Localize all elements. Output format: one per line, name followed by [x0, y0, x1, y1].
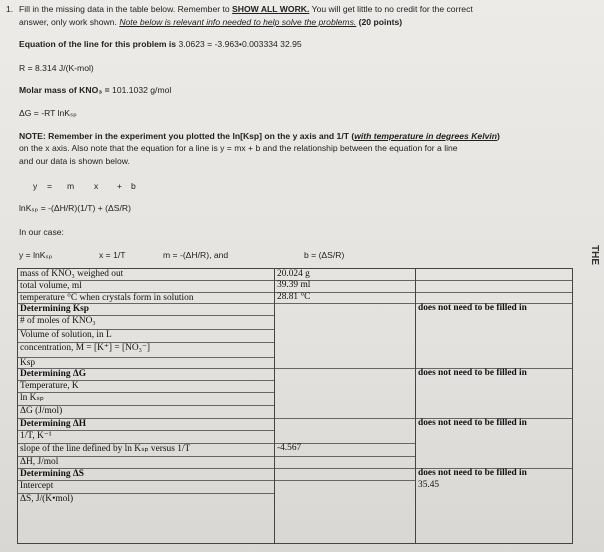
- slope-value: -4.567: [277, 443, 302, 453]
- table-row: total volume, ml: [18, 280, 274, 292]
- m-definition: m = -(ΔH/R), and: [163, 250, 229, 260]
- no-fill-note-ksp: does not need to be filled in: [418, 303, 527, 313]
- note-text: NOTE: Remember in the experiment you plotted the ln[Ksp] on the y axis and 1/T (: [19, 131, 355, 141]
- kelvin-note: with temperature in degrees Kelvin: [354, 131, 497, 141]
- equation-label: Equation of the line for this problem is: [19, 39, 177, 49]
- eq-m: m: [67, 181, 75, 191]
- equation-line: [19, 39, 302, 50]
- table-note-column: [416, 269, 572, 543]
- table-row-heading: Determining ΔS: [18, 468, 274, 480]
- table-row: concentration, M = [K⁺] = [NO₃⁻]: [18, 342, 274, 354]
- row-divider: [275, 480, 415, 481]
- table-row: # of moles of KNO₃: [18, 315, 274, 327]
- table-row-heading: Determining Ksp: [18, 303, 274, 315]
- note-paren: ): [497, 131, 500, 141]
- table-row: Intercept: [18, 480, 274, 492]
- gas-constant: R = 8.314 J/(K-mol): [19, 63, 94, 73]
- table-row: ΔG (J/mol): [18, 405, 274, 417]
- in-our-case-label: In our case:: [19, 227, 64, 237]
- instructions-text-2: answer, only work shown.: [19, 17, 120, 27]
- table-label-column: [18, 269, 275, 543]
- eq-y: y: [33, 181, 38, 191]
- eq-equals: =: [47, 181, 53, 191]
- data-table: [17, 268, 573, 544]
- note-line-1: [19, 131, 500, 142]
- note-line-2: on the x axis. Also note that the equation for a line is y = mx + b and the relationship between the equation for a line: [19, 143, 458, 153]
- volume-value: 39.39 ml: [277, 280, 311, 290]
- instructions-line-2: [19, 17, 402, 28]
- molar-mass-value: 101.1032 g/mol: [112, 85, 172, 95]
- show-all-work-text: SHOW ALL WORK.: [232, 4, 310, 14]
- table-row: 1/T, K⁻¹: [18, 430, 274, 442]
- temperature-value: 28.81 °C: [277, 292, 311, 302]
- table-row: Temperature, K: [18, 380, 274, 392]
- table-row: ΔH, J/mol: [18, 456, 274, 468]
- row-divider: [275, 303, 415, 304]
- instructions-text-end: You will get little to no credit for the correct: [309, 4, 473, 14]
- question-number: 1.: [6, 4, 14, 14]
- table-row: slope of the line defined by ln Kₛₚ versus 1/T: [18, 443, 274, 455]
- row-divider: [275, 456, 415, 457]
- table-row: Volume of solution, in L: [18, 329, 274, 341]
- row-divider: [275, 468, 415, 469]
- vant-hoff-equation: lnKₛₚ = -(ΔH/R)(1/T) + (ΔS/R): [19, 203, 131, 213]
- eq-x: x: [94, 181, 99, 191]
- molar-mass-line: [19, 85, 171, 96]
- table-row: ΔS, J/(K•mol): [18, 493, 274, 505]
- table-row-heading: Determining ΔG: [18, 368, 274, 380]
- relevant-info-note: Note below is relevant info needed to help solve the problems.: [119, 17, 357, 27]
- equation-value: 3.0623 = -3.963•0.003334 32.95: [178, 39, 302, 49]
- table-value-column: [275, 269, 416, 543]
- table-row: ln Kₛₚ: [18, 392, 274, 404]
- delta-g-formula: ΔG = -RT lnKₛₚ: [19, 108, 77, 118]
- molar-mass-label: Molar mass of KNO₃ =: [19, 85, 110, 95]
- row-divider: [416, 280, 572, 281]
- edge-heading: THE: [589, 245, 600, 265]
- table-row: Ksp: [18, 357, 274, 369]
- no-fill-note-dg: does not need to be filled in: [418, 368, 527, 378]
- eq-b: b: [131, 181, 136, 191]
- mass-value: 20.024 g: [277, 269, 310, 279]
- intercept-value: 35.45: [418, 480, 440, 490]
- row-divider: [275, 418, 415, 419]
- no-fill-note-dh: does not need to be filled in: [418, 418, 527, 428]
- no-fill-note-ds: does not need to be filled in: [418, 468, 527, 478]
- x-definition: x = 1/T: [99, 250, 126, 260]
- instructions-text: Fill in the missing data in the table below. Remember to: [19, 4, 233, 14]
- b-definition: b = (ΔS/R): [304, 250, 345, 260]
- row-divider: [416, 292, 572, 293]
- instructions-line-1: [19, 4, 473, 15]
- points-label: (20 points): [356, 17, 403, 27]
- table-row-heading: Determining ΔH: [18, 418, 274, 430]
- table-row: temperature °C when crystals form in solution: [18, 292, 274, 304]
- row-divider: [275, 368, 415, 369]
- eq-plus: +: [117, 181, 123, 191]
- page-edge-text: [588, 245, 602, 465]
- table-row: mass of KNO₃ weighed out: [20, 269, 124, 279]
- note-line-3: and our data is shown below.: [19, 156, 130, 166]
- y-definition: y = lnKₛₚ: [19, 250, 53, 260]
